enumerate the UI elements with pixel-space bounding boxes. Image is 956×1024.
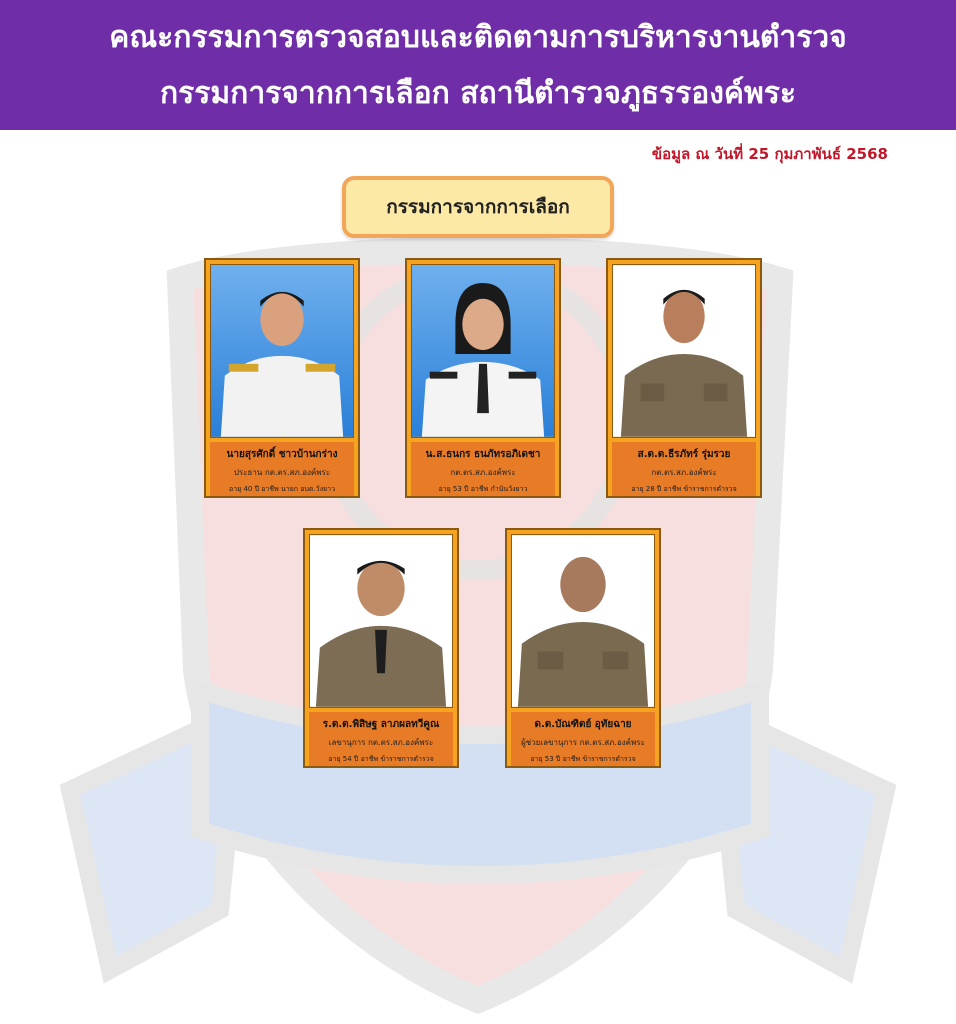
member-name: ร.ต.ต.พิสิษฐ ลาภผลทวีคูณ <box>322 719 440 730</box>
member-age-occupation: อายุ 28 ปี อาชีพ ข้าราชการตำรวจ <box>631 485 737 493</box>
member-age-occupation: อายุ 53 ปี อาชีพ ข้าราชการตำรวจ <box>530 755 636 763</box>
member-name: น.ส.ธนกร ธนภัทรอภิเดชา <box>425 449 541 460</box>
member-photo <box>411 264 555 438</box>
member-position: กต.ตร.สภ.องค์พระ <box>450 468 516 477</box>
member-info <box>612 442 756 496</box>
member-name: ด.ต.บัณฑิตย์ อุทัยฉาย <box>534 719 632 730</box>
member-position: กต.ตร.สภ.องค์พระ <box>651 468 717 477</box>
member-card <box>303 528 459 768</box>
member-position: ประธาน กต.ตร.สภ.องค์พระ <box>233 468 331 477</box>
page-header <box>0 0 956 130</box>
member-info <box>210 442 354 496</box>
member-card <box>204 258 360 498</box>
member-info <box>309 712 453 766</box>
member-position: ผู้ช่วยเลขานุการ กต.ตร.สภ.องค์พระ <box>521 738 645 747</box>
member-info <box>511 712 655 766</box>
member-photo <box>309 534 453 708</box>
member-age-occupation: อายุ 53 ปี อาชีพ กำนันวังยาว <box>438 485 528 493</box>
member-card <box>505 528 661 768</box>
member-position: เลขานุการ กต.ตร.สภ.องค์พระ <box>328 738 434 747</box>
member-photo <box>210 264 354 438</box>
member-name: ส.ต.ต.ธีรภัทร์ รุ่มรวย <box>637 449 731 460</box>
member-age-occupation: อายุ 40 ปี อาชีพ นายก อบต.วังยาว <box>229 485 335 493</box>
member-age-occupation: อายุ 54 ปี อาชีพ ข้าราชการตำรวจ <box>328 755 434 763</box>
member-card <box>405 258 561 498</box>
member-name: นายสุรศักดิ์ ชาวบ้านกร่าง <box>226 449 338 460</box>
member-card <box>606 258 762 498</box>
member-info <box>411 442 555 496</box>
header-title-line2: กรรมการจากการเลือก สถานีตำรวจภูธรรองค์พระ <box>159 76 796 111</box>
header-title-line1: คณะกรรมการตรวจสอบและติดตามการบริหารงานตำรวจ <box>109 20 847 55</box>
section-title: กรรมการจากการเลือก <box>342 176 614 238</box>
member-photo <box>612 264 756 438</box>
data-date-note: ข้อมูล ณ วันที่ 25 กุมภาพันธ์ 2568 <box>651 145 888 163</box>
member-photo <box>511 534 655 708</box>
